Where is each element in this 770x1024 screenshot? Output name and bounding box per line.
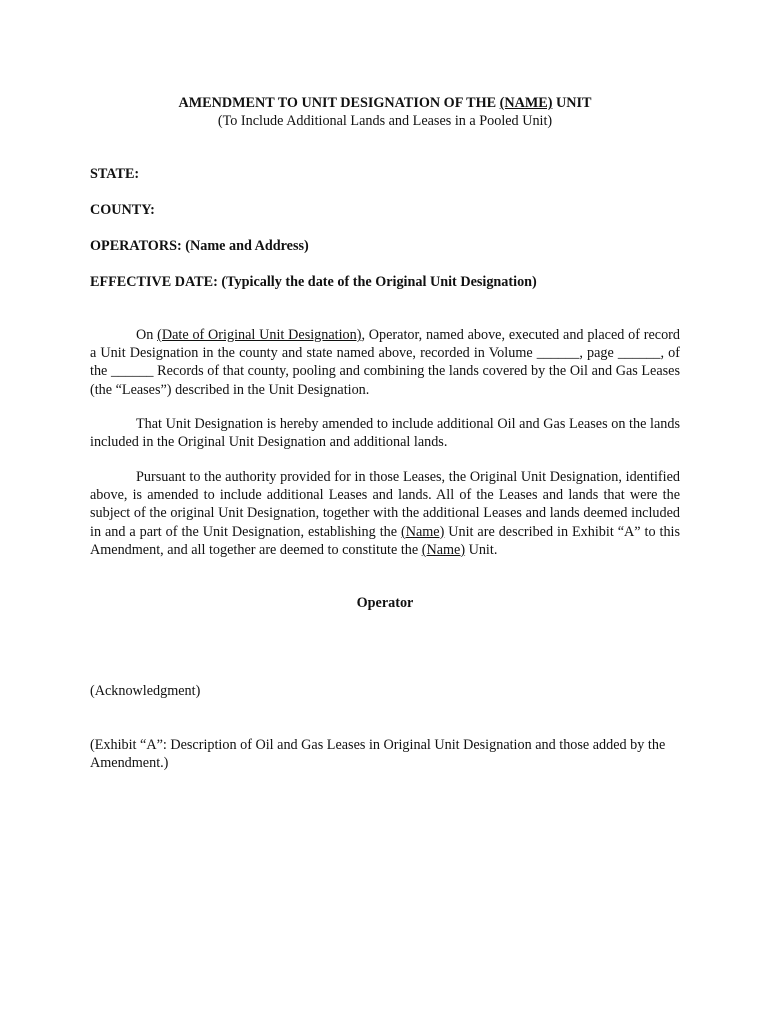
p1-body: , Operator, named above, executed and placed of record a Unit Designation in the county and state named above, recorded in Volume ______, page ______, of the ______ Records of that county, pooling and combining the lands covered by the Oil and Gas Leases (the “Leases”) described in the Unit Designation. [90, 327, 680, 398]
paragraph-amendment [90, 415, 680, 451]
effective-date-label: EFFECTIVE DATE: (Typically the date of the Original Unit Designation) [90, 274, 537, 290]
p3-intro: Pursuant to the authority provided for in those Leases, the Original Unit Designation, identified above, is amended to include additional Leases and lands. All of the Leases and lands that were the subject of the original Unit Designation, together with the additional Leases and lands deemed included in and a part of the Unit Designation, establishing the [90, 469, 680, 540]
title-unit-name: (NAME) [499, 95, 553, 111]
paragraph-original-designation [90, 326, 680, 399]
p3-end: Unit. [465, 541, 498, 558]
title-suffix: UNIT [552, 95, 592, 111]
exhibit-note: (Exhibit “A”: Description of Oil and Gas Leases in Original Unit Designation and those added by the Amendment.) [90, 737, 666, 772]
state-label: STATE: [90, 166, 140, 182]
p2-body: That Unit Designation is hereby amended to include additional Oil and Gas Leases on the lands included in the Original Unit Designation and additional lands. [90, 416, 680, 451]
county-label: COUNTY: [90, 202, 155, 218]
document-title-block [90, 94, 680, 130]
document-title [90, 94, 680, 112]
title-prefix: AMENDMENT TO UNIT DESIGNATION OF THE [178, 95, 500, 111]
operators-label: OPERATORS: (Name and Address) [90, 238, 309, 254]
p1-intro: On [136, 327, 158, 343]
acknowledgment-text: (Acknowledgment) [90, 683, 201, 699]
p3-middle: Unit are described in Exhibit “A” to this Amendment, and all together are deemed to constitute the [90, 523, 681, 558]
date-of-original-designation: (Date of Original Unit Designation) [157, 327, 362, 343]
unit-name-1: (Name) [400, 523, 445, 540]
paragraph-authority [90, 468, 680, 559]
document-subtitle: (To Include Additional Lands and Leases in a Pooled Unit) [217, 113, 553, 129]
operator-signature-label: Operator [356, 595, 414, 611]
unit-name-2: (Name) [421, 541, 466, 558]
